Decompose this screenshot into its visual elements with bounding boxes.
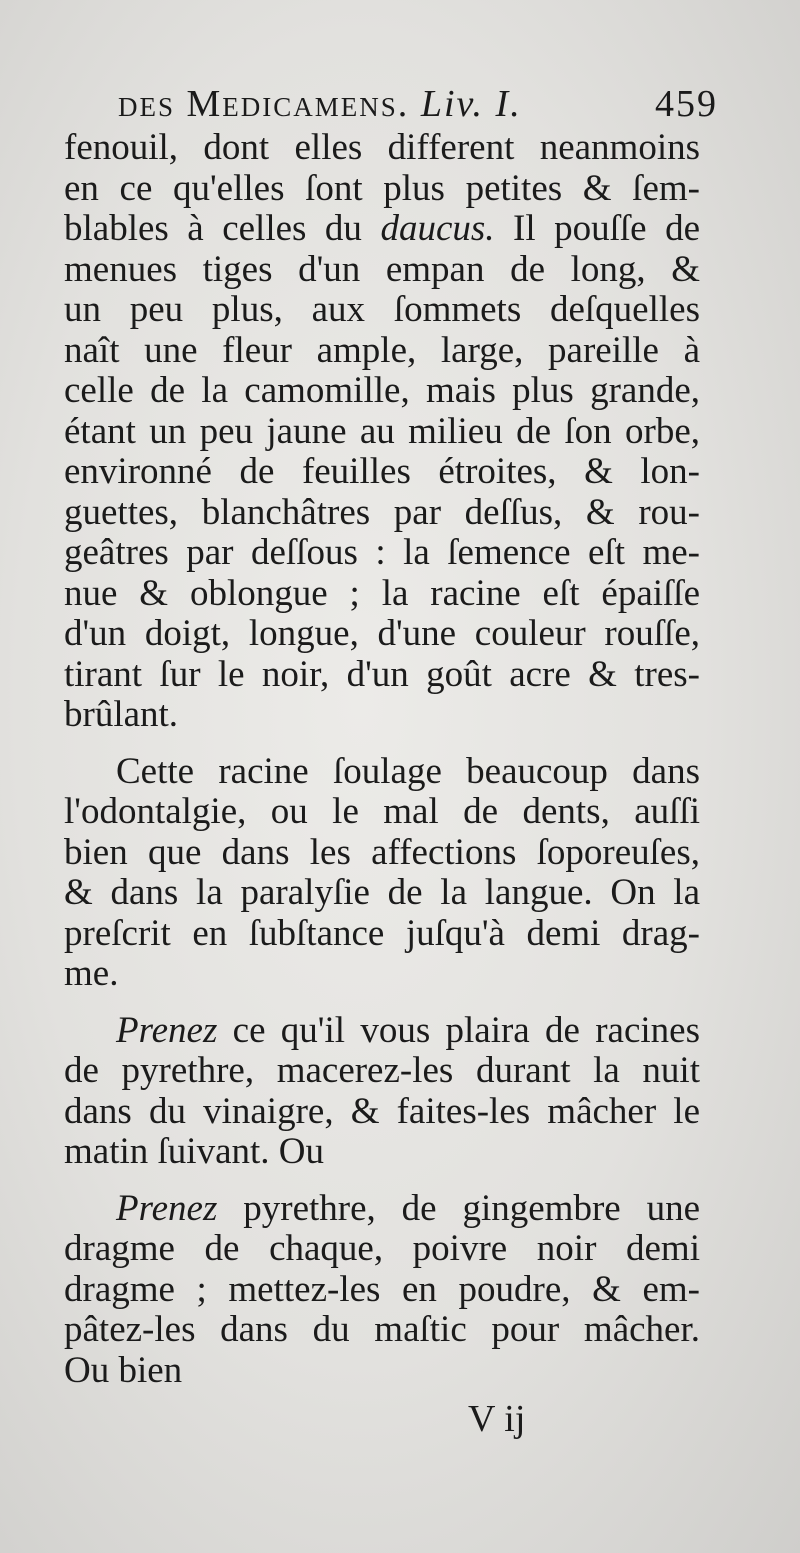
text-line: menues tiges d'un empan de long, & — [64, 249, 700, 290]
text-line: naît une fleur ample, large, pareille à — [64, 330, 700, 371]
italic-term: Prenez — [116, 1010, 218, 1051]
text-line: matin ſuivant. Ou — [64, 1132, 324, 1172]
text-line: nue & oblongue ; la racine eſt épaiſſe — [64, 573, 700, 614]
book-number: Liv. I. — [420, 83, 522, 125]
text-line: un peu plus, aux ſommets deſquelles — [64, 290, 700, 330]
text-line: geâtres par deſſous : la ſemence eſt me- — [64, 533, 700, 573]
text-line: guettes, blanchâtres par deſſus, & rou- — [64, 492, 700, 533]
italic-term: Prenez — [116, 1188, 218, 1229]
text-line: Ou bien — [64, 1350, 183, 1391]
text-line: blables à celles du daucus. Il pouſſe de — [64, 209, 700, 249]
text-line: en ce qu'elles ſont plus petites & ſem- — [64, 168, 700, 209]
text-line: dans du vinaigre, & faites-les mâcher le — [64, 1091, 700, 1132]
italic-term: daucus. — [380, 209, 495, 249]
text-line: Cette racine ſoulage beaucoup dans — [116, 751, 700, 792]
text-line: me. — [64, 954, 119, 994]
text-line: l'odontalgie, ou le mal de dents, auſſi — [64, 792, 700, 832]
text-line: fenouil, dont elles different neanmoins — [64, 128, 700, 168]
signature-mark: V ij — [468, 1398, 526, 1440]
text-line: de pyrethre, macerez-les durant la nuit — [64, 1051, 700, 1091]
text-line: environné de feuilles étroites, & lon- — [64, 452, 700, 492]
text-line: étant un peu jaune au milieu de ſon orbe, — [64, 411, 700, 452]
body-text — [64, 128, 700, 1391]
text-line: brûlant. — [64, 695, 179, 735]
running-header — [118, 82, 718, 126]
text-line: celle de la camomille, mais plus grande, — [64, 371, 700, 411]
text-line: bien que dans les affections ſoporeuſes, — [64, 832, 700, 873]
running-title: des Medicamens. — [118, 83, 410, 125]
text-line: preſcrit en ſubſtance juſqu'à demi drag- — [64, 913, 700, 954]
text-line: Prenez ce qu'il vous plaira de racines — [116, 1010, 700, 1051]
text-line: dragme de chaque, poivre noir demi — [64, 1229, 700, 1269]
text-line: d'un doigt, longue, d'une couleur rouſſe, — [64, 614, 700, 654]
text-line: & dans la paralyſie de la langue. On la — [64, 873, 700, 913]
page-number: 459 — [655, 83, 718, 125]
text-line: tirant ſur le noir, d'un goût acre & tres- — [64, 654, 700, 695]
text-line: pâtez-les dans du maſtic pour mâcher. — [64, 1310, 700, 1350]
text-line: dragme ; mettez-les en poudre, & em- — [64, 1269, 700, 1310]
text-line: Prenez pyrethre, de gingembre une — [116, 1188, 700, 1229]
